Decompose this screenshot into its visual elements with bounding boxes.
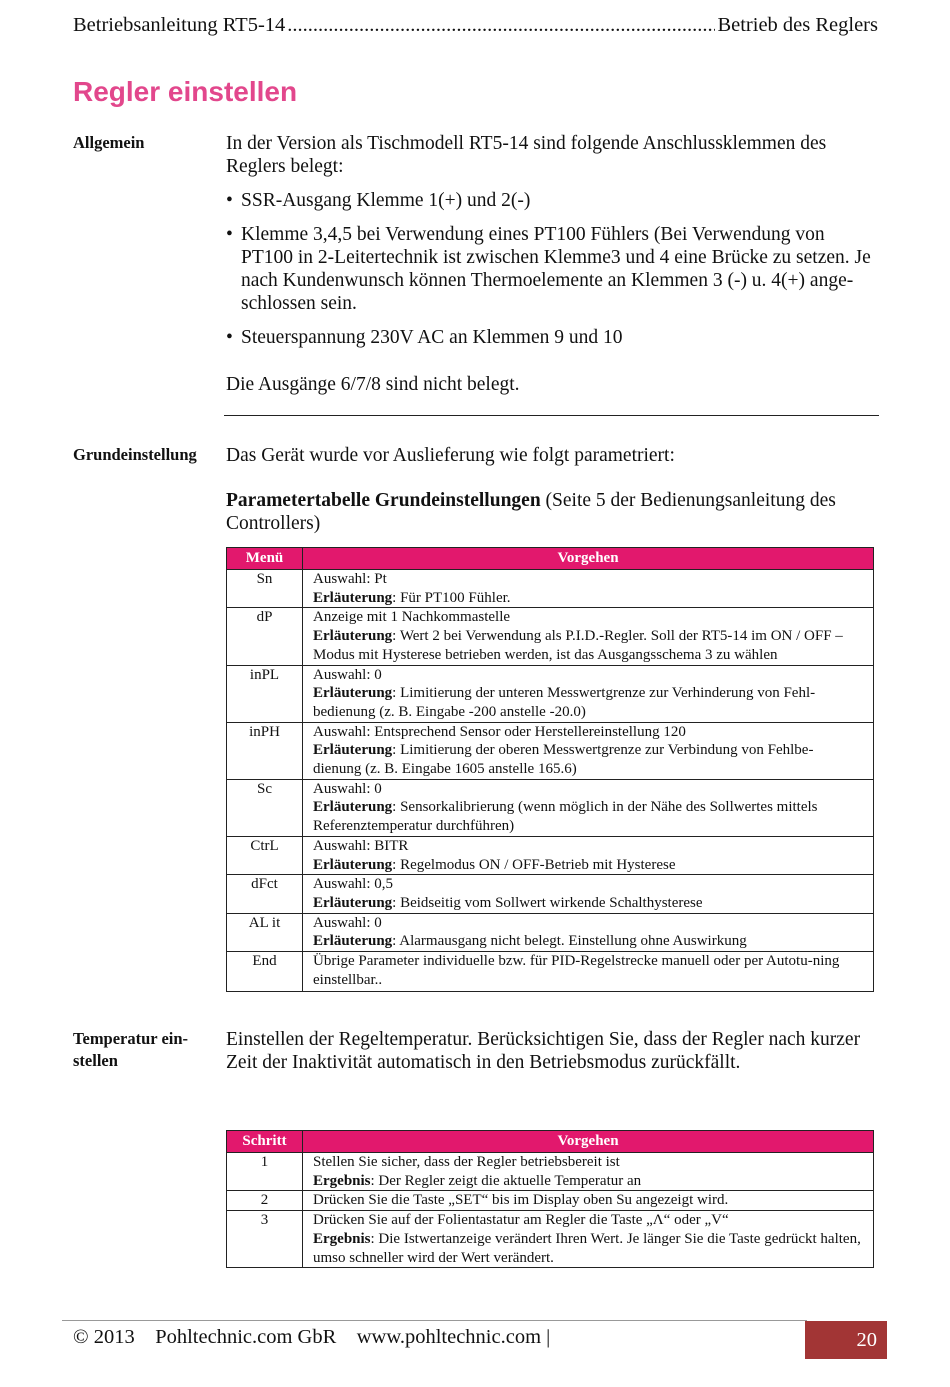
table-header-row xyxy=(227,1131,874,1153)
table-row xyxy=(227,1211,874,1268)
table-row xyxy=(227,836,874,874)
table-header-row xyxy=(227,548,874,570)
menu-cell: AL it xyxy=(227,913,303,951)
header-leader-dots xyxy=(287,14,715,37)
vorgehen-cell: Auswahl: 0 Erläuterung: Sensorkalibrierung (wenn möglich in der Nähe des Sollwertes mittels Referenztemperatur durchführen) xyxy=(303,779,874,836)
vorgehen-cell: Stellen Sie sicher, dass der Regler betriebsbereit ist Ergebnis: Der Regler zeigt die aktuelle Temperatur an xyxy=(303,1153,874,1191)
table-row xyxy=(227,952,874,992)
step-cell: 3 xyxy=(227,1211,303,1268)
col-header-menu: Menü xyxy=(227,548,303,570)
menu-cell: End xyxy=(227,952,303,992)
footer-divider xyxy=(62,1320,807,1321)
table-row xyxy=(227,779,874,836)
table-row xyxy=(227,913,874,951)
vorgehen-cell: Auswahl: 0 Erläuterung: Alarmausgang nicht belegt. Einstellung ohne Auswirkung xyxy=(303,913,874,951)
col-header-schritt: Schritt xyxy=(227,1131,303,1153)
allgemein-intro: In der Version als Tischmodell RT5-14 sind folgende Anschlussklemmen des Reglers belegt: xyxy=(226,133,827,177)
running-header xyxy=(73,14,878,37)
vorgehen-cell: Auswahl: BITR Erläuterung: Regelmodus ON / OFF-Betrieb mit Hysterese xyxy=(303,836,874,874)
table-row xyxy=(227,608,874,665)
vorgehen-cell: Auswahl: 0,5 Erläuterung: Beidseitig vom Sollwert wirkende Schalthysterese xyxy=(303,875,874,913)
vorgehen-cell: Auswahl: Entsprechend Sensor oder Herstellereinstellung 120 Erläuterung: Limitierung der oberen Messwertgrenze zur Verbindung von Fehlbe-dienung (z. B. Eingabe 1605 anstelle 165.6) xyxy=(303,722,874,779)
table-row xyxy=(227,1191,874,1211)
vorgehen-cell: Drücken Sie die Taste „SET“ bis im Display oben Su angezeigt wird. xyxy=(303,1191,874,1211)
menu-cell: inPL xyxy=(227,665,303,722)
caption-bold: Parametertabelle Grundeinstellungen xyxy=(226,490,541,511)
section-allgemein xyxy=(226,132,876,396)
menu-cell: Sn xyxy=(227,570,303,608)
menu-cell: dFct xyxy=(227,875,303,913)
allgemein-bullet-list xyxy=(226,189,876,349)
side-label-temperatur: Temperatur ein-stellen xyxy=(73,1029,189,1070)
page-title: Regler einstellen xyxy=(73,76,298,107)
parameter-table xyxy=(226,547,874,992)
step-cell: 2 xyxy=(227,1191,303,1211)
caption-rest: (Seite 5 der Bedienungsanleitung des Controllers) xyxy=(226,490,836,534)
vorgehen-cell: Auswahl: 0 Erläuterung: Limitierung der unteren Messwertgrenze zur Verhinderung von Fehl-bedienung (z. B. Eingabe -200 anstelle -20.0) xyxy=(303,665,874,722)
steps-table xyxy=(226,1130,874,1268)
header-section-title: Betrieb des Reglers xyxy=(717,14,878,36)
menu-cell: Sc xyxy=(227,779,303,836)
bullet-item: • Klemme 3,4,5 bei Verwendung eines PT100 Fühlers (Bei Verwendung von PT100 in 2-Leitertechnik ist zwischen Klemme3 und 4 eine Brücke zu setzen. Je nach Kundenwunsch können Thermoelemente an Klemmen 3 (-) u. 4(+) ange-schlossen sein. xyxy=(226,223,876,315)
table-row xyxy=(227,665,874,722)
grund-intro: Das Gerät wurde vor Auslieferung wie folgt parametriert: xyxy=(226,445,675,466)
col-header-vorgehen: Vorgehen xyxy=(303,548,874,570)
menu-cell: CtrL xyxy=(227,836,303,874)
table-row xyxy=(227,875,874,913)
section-temperatur xyxy=(226,1028,876,1074)
col-header-vorgehen: Vorgehen xyxy=(303,1131,874,1153)
vorgehen-cell: Anzeige mit 1 Nachkommastelle Erläuterung: Wert 2 bei Verwendung als P.I.D.-Regler. Soll der RT5-14 im ON / OFF – Modus mit Hysterese betrieben werden, ist das Ausgangsschema 3 zu wählen xyxy=(303,608,874,665)
side-label-grundeinstellung: Grundeinstellung xyxy=(73,445,197,464)
section-divider xyxy=(224,415,879,416)
table-row xyxy=(227,722,874,779)
footer-text: © 2013 Pohltechnic.com GbR www.pohltechnic.com | xyxy=(73,1326,551,1348)
parameter-table-caption xyxy=(226,489,876,535)
vorgehen-cell: Übrige Parameter individuelle bzw. für PID-Regelstrecke manuell oder per Autotu-ning einstellbar.. xyxy=(303,952,874,992)
step-cell: 1 xyxy=(227,1153,303,1191)
header-doc-title: Betriebsanleitung RT5-14 xyxy=(73,14,286,36)
table-row xyxy=(227,1153,874,1191)
table-row xyxy=(227,570,874,608)
bullet-item: • Steuerspannung 230V AC an Klemmen 9 und 10 xyxy=(226,326,876,349)
section-grundeinstellung xyxy=(226,444,876,535)
vorgehen-cell: Drücken Sie auf der Folientastatur am Regler die Taste „Λ“ oder „V“ Ergebnis: Die Istwertanzeige verändert Ihren Wert. Je länger Sie die Taste gedrückt halten, umso schneller wird der Wert verändert. xyxy=(303,1211,874,1268)
menu-cell: inPH xyxy=(227,722,303,779)
bullet-item: • SSR-Ausgang Klemme 1(+) und 2(-) xyxy=(226,189,876,212)
allgemein-outro: Die Ausgänge 6/7/8 sind nicht belegt. xyxy=(226,374,520,395)
vorgehen-cell: Auswahl: Pt Erläuterung: Für PT100 Fühler. xyxy=(303,570,874,608)
page-number: 20 xyxy=(805,1321,887,1359)
side-label-allgemein: Allgemein xyxy=(73,133,145,152)
menu-cell: dP xyxy=(227,608,303,665)
temp-intro: Einstellen der Regeltemperatur. Berücksichtigen Sie, dass der Regler nach kurzer Zeit der Inaktivität automatisch in den Betriebsmodus zurückfällt. xyxy=(226,1029,861,1073)
